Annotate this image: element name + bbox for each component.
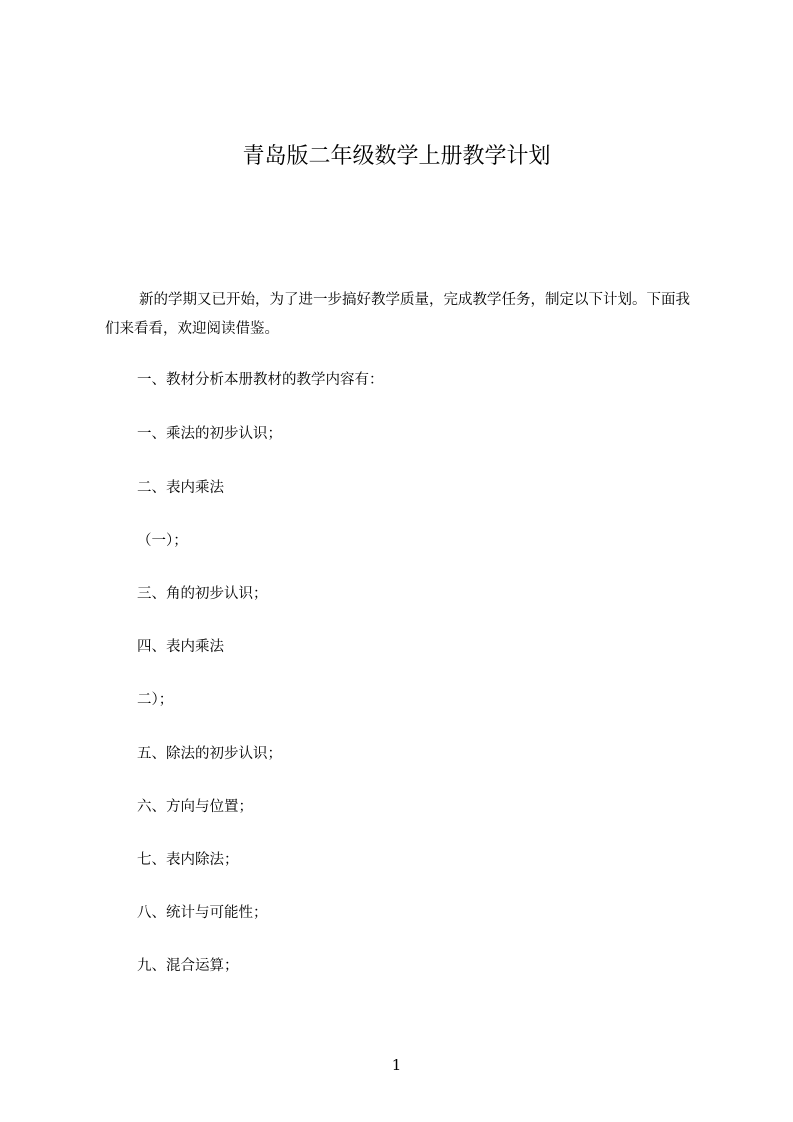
list-item: 八、统计与可能性； [137,905,268,921]
list-item: 五、除法的初步认识； [137,746,282,762]
list-item: （一）； [137,533,188,549]
document-title: 青岛版二年级数学上册教学计划 [242,144,551,169]
page-number: 1 [391,1056,402,1074]
list-item: 三、角的初步认识； [137,586,268,602]
list-item: 二）； [137,692,174,708]
list-item: 四、表内乘法 [137,639,224,655]
list-item: 二、表内乘法 [137,480,224,496]
list-item: 九、混合运算； [137,958,239,974]
list-item: 一、乘法的初步认识； [137,426,282,442]
list-item: 一、教材分析本册教材的教学内容有： [137,372,384,388]
intro-paragraph: 新的学期又已开始，为了进一步搞好教学质量，完成教学任务，制定以下计划。下面我们来看看，欢迎阅读借鉴。 [105,292,690,337]
list-item: 七、表内除法； [137,852,239,868]
list-item: 六、方向与位置； [137,799,253,815]
